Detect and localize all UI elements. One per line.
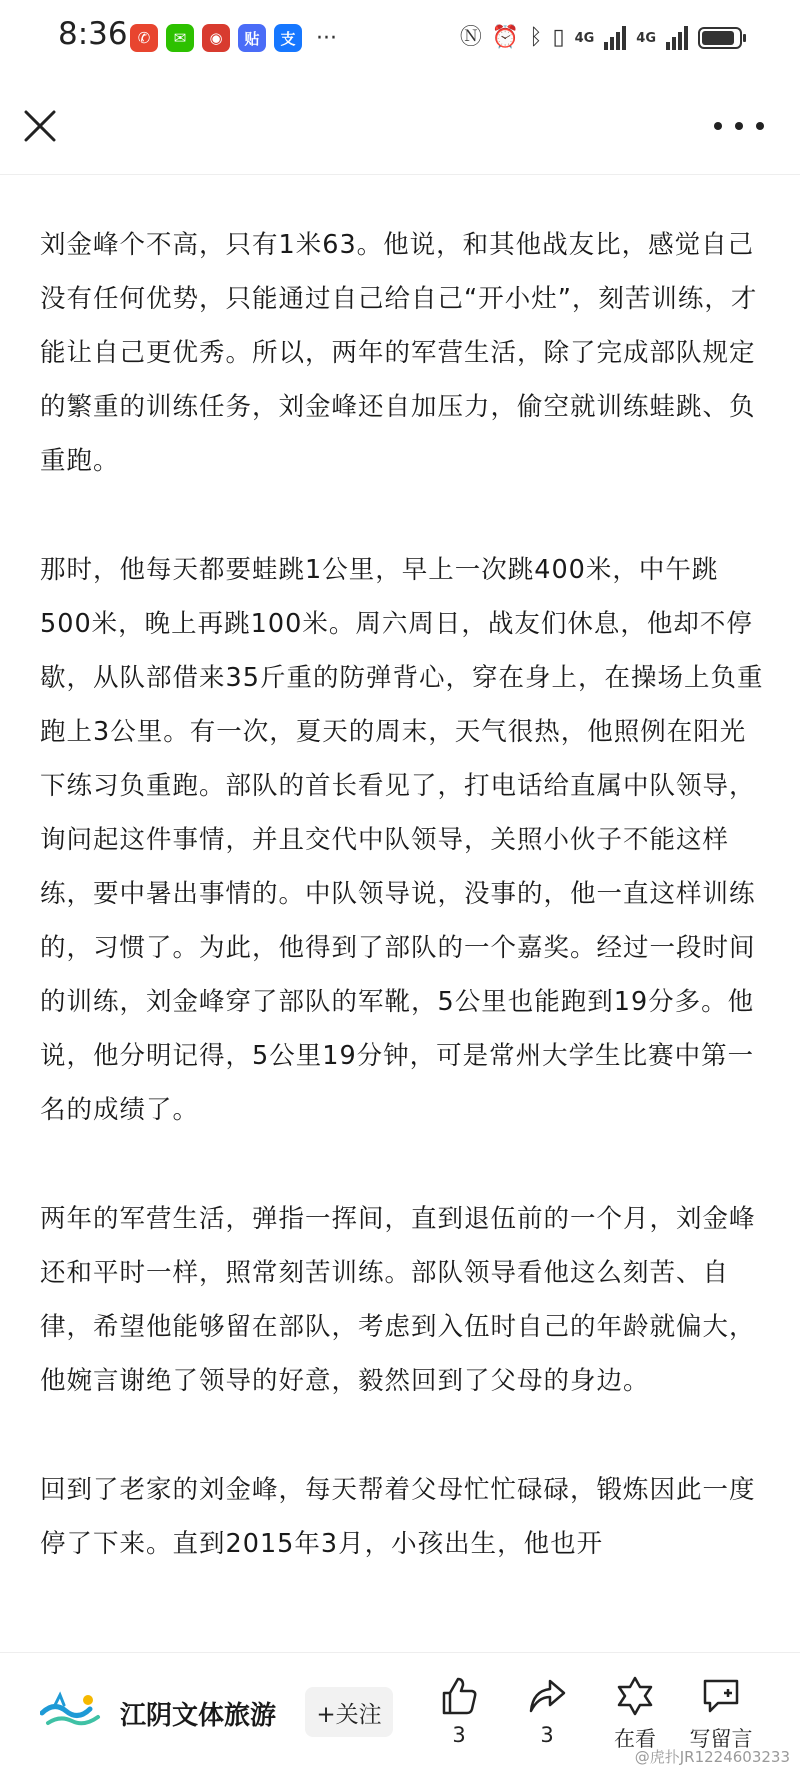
more-options-button[interactable] bbox=[714, 104, 764, 148]
battery-icon bbox=[698, 27, 742, 49]
follow-button[interactable]: +关注 bbox=[305, 1687, 393, 1737]
signal-icon-2 bbox=[666, 26, 688, 50]
wechat-icon: ✉ bbox=[166, 24, 194, 52]
like-button[interactable] bbox=[416, 1675, 502, 1747]
share-button[interactable] bbox=[504, 1675, 590, 1747]
close-button[interactable] bbox=[18, 104, 62, 148]
article-body bbox=[40, 218, 764, 1650]
nfc-icon: Ⓝ bbox=[459, 25, 482, 50]
tieba-icon: 贴 bbox=[238, 24, 266, 52]
bluetooth-icon: ᛒ bbox=[529, 25, 543, 50]
watching-icon bbox=[614, 1675, 656, 1717]
like-count: 3 bbox=[452, 1723, 466, 1747]
comment-label: 写留言 bbox=[689, 1727, 753, 1751]
more-notifications-icon: ··· bbox=[316, 25, 337, 51]
watching-button[interactable] bbox=[592, 1675, 678, 1753]
alipay-icon: 支 bbox=[274, 24, 302, 52]
notification-icons bbox=[130, 24, 337, 52]
more-dot-icon bbox=[756, 122, 764, 130]
phone-icon: ✆ bbox=[130, 24, 158, 52]
share-icon bbox=[526, 1675, 568, 1717]
article-paragraph: 刘金峰个不高，只有1米63。他说，和其他战友比，感觉自己没有任何优势，只能通过自己给自己“开小灶”，刻苦训练，才能让自己更优秀。所以，两年的军营生活，除了完成部队规定的繁重的训练任务，刘金峰还自加压力，偷空就训练蛙跳、负重跑。 bbox=[40, 230, 758, 476]
comment-icon bbox=[700, 1675, 742, 1717]
network-type-1: 4G bbox=[574, 30, 595, 46]
network-type-2: 4G bbox=[636, 30, 656, 46]
account-name[interactable]: 江阴文体旅游 bbox=[120, 1701, 277, 1731]
signal-icon bbox=[604, 26, 626, 50]
bottom-bar bbox=[0, 1652, 800, 1771]
share-count: 3 bbox=[540, 1723, 554, 1747]
article-paragraph: 回到了老家的刘金峰，每天帮着父母忙忙碌碌，锻炼因此一度停了下来。直到2015年3月，小孩出生，他也开 bbox=[40, 1475, 756, 1559]
comment-button[interactable] bbox=[678, 1675, 764, 1753]
watching-label: 在看 bbox=[614, 1727, 656, 1751]
status-bar bbox=[0, 0, 800, 80]
watermark: @虎扑JR1224603233 bbox=[634, 1748, 790, 1766]
close-icon bbox=[18, 104, 62, 148]
more-dot-icon bbox=[735, 122, 743, 130]
system-icons bbox=[460, 24, 742, 52]
thumbs-up-icon bbox=[438, 1675, 480, 1717]
alarm-icon: ⏰ bbox=[491, 25, 520, 50]
article-paragraph: 两年的军营生活，弹指一挥间，直到退伍前的一个月，刘金峰还和平时一样，照常刻苦训练。部队领导看他这么刻苦、自律，希望他能够留在部队，考虑到入伍时自己的年龄就偏大，他婉言谢绝了领导的好意，毅然回到了父母的身边。 bbox=[40, 1204, 756, 1396]
red-app-icon: ◉ bbox=[202, 24, 230, 52]
account-logo-icon[interactable] bbox=[40, 1691, 102, 1731]
article-paragraph: 那时，他每天都要蛙跳1公里，早上一次跳400米，中午跳500米，晚上再跳100米。周六周日，战友们休息，他却不停歇，从队部借来35斤重的防弹背心，穿在身上，在操场上负重跑上3公里。有一次，夏天的周末，天气很热，他照例在阳光下练习负重跑。部队的首长看见了，打电话给直属中队领导，询问起这件事情，并且交代中队领导，关照小伙子不能这样练，要中暑出事情的。中队领导说，没事的，他一直这样训练的，习惯了。为此，他得到了部队的一个嘉奖。经过一段时间的训练，刘金峰穿了部队的军靴，5公里也能跑到19分多。他说，他分明记得，5公里19分钟，可是常州大学生比赛中第一名的成绩了。 bbox=[40, 555, 764, 1125]
status-time: 8:36 bbox=[58, 16, 128, 52]
more-dot-icon bbox=[714, 122, 722, 130]
vibrate-icon: ▯ bbox=[552, 25, 565, 50]
nav-bar bbox=[0, 80, 800, 175]
